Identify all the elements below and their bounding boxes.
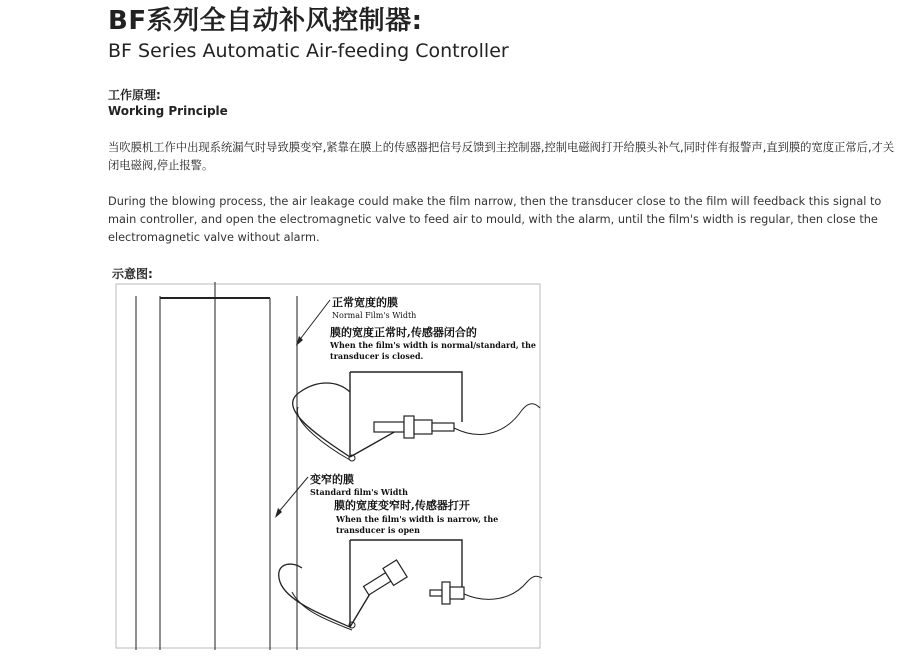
lower-transducer-tip: [430, 590, 442, 596]
description-cn: 当吹膜机工作中出现系统漏气时导致膜变窄,紧靠在膜上的传感器把信号反馈到主控制器,控制电磁阀打开给膜头补气,同时伴有报警声,直到膜的宽度正常后,才关闭电磁阀,停止报警。: [108, 141, 895, 172]
narrow-desc-en-2: transducer is open: [336, 525, 420, 535]
narrow-desc-en-1: When the film's width is narrow, the: [336, 514, 499, 524]
lower-transducer-nut: [442, 582, 450, 604]
narrow-label-en: Standard film's Width: [310, 487, 408, 497]
schematic-svg: [112, 282, 544, 650]
description-en: During the blowing process, the air leakage could make the film narrow, then the transducer close to the film will feedback this signal to main controller, and open the electromagnetic valve to feed air to mould, with the alarm, until the film's width is regular, then close the electromagnetic valve without alarm.: [108, 195, 882, 244]
normal-desc-en-1: When the film's width is normal/standard, the: [330, 340, 537, 350]
lower-transducer-head: [450, 587, 464, 599]
upper-transducer-nut: [404, 416, 414, 438]
page-title-cn: [108, 0, 422, 37]
narrow-desc-cn: 膜的宽度变窄时,传感器打开: [334, 499, 470, 512]
figure-label: 示意图:: [112, 267, 153, 281]
normal-desc-en-2: transducer is closed.: [330, 351, 424, 361]
upper-transducer-body: [374, 422, 404, 432]
narrow-label-cn: 变窄的膜: [310, 473, 354, 486]
upper-transducer-tail: [432, 423, 454, 431]
section-heading-cn: 工作原理:: [108, 88, 161, 102]
schematic-diagram: [112, 282, 544, 650]
normal-label-cn: 正常宽度的膜: [332, 296, 398, 309]
normal-desc-cn: 膜的宽度正常时,传感器闭合的: [330, 326, 477, 339]
section-heading-en: Working Principle: [108, 104, 228, 118]
title-bf: BF: [108, 6, 147, 36]
page-title-en: BF Series Automatic Air-feeding Controller: [108, 40, 509, 62]
title-cn-rest: 系列全自动补风控制器:: [146, 6, 423, 36]
normal-label-en: Normal Film's Width: [332, 311, 417, 320]
upper-transducer-head: [414, 420, 432, 434]
